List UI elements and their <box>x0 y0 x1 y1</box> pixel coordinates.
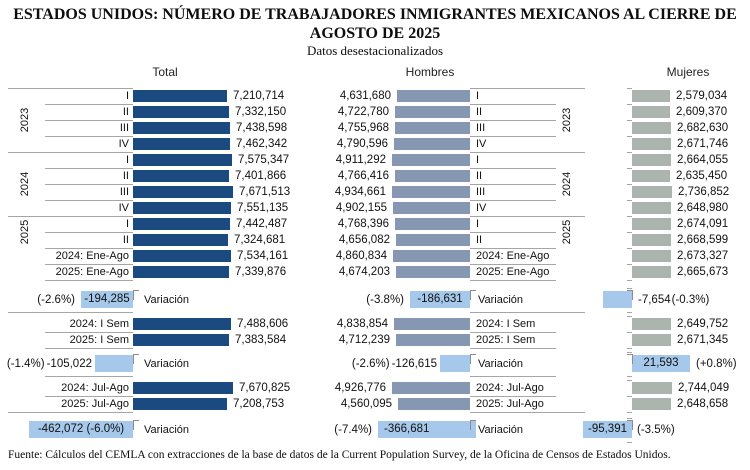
separator-line <box>8 412 133 413</box>
row-label: III <box>119 122 129 134</box>
axis-tick <box>627 418 632 419</box>
panel-header-mujeres: Mujeres <box>666 65 710 79</box>
variation-axis-bracket <box>133 290 139 300</box>
bar-value-label: 4,766,416 <box>337 170 389 182</box>
bar-value-label: 2,682,630 <box>677 122 729 134</box>
row-label: III <box>119 186 129 198</box>
bar-value-label: 4,712,239 <box>338 334 390 346</box>
value-bar <box>133 154 232 166</box>
value-bar <box>632 218 671 230</box>
row-label: 2024: Jul-Ago <box>61 382 129 394</box>
axis-tick <box>627 312 632 313</box>
value-bar <box>133 106 229 118</box>
variation-pct: (-1.4%) <box>6 358 45 370</box>
separator-line <box>470 280 556 281</box>
separator-line <box>470 136 556 137</box>
row-label: 2024: I Sem <box>69 318 129 330</box>
axis-tick <box>627 380 632 381</box>
separator-line <box>470 312 585 313</box>
value-bar <box>632 250 671 262</box>
value-bar <box>395 170 470 182</box>
bar-value-label: 4,790,596 <box>336 138 388 150</box>
bar-value-label: 7,551,135 <box>237 202 289 214</box>
separator-line <box>45 136 133 137</box>
variation-pct: (-2.6%) <box>351 358 390 370</box>
bar-value-label: 2,674,091 <box>677 218 729 230</box>
row-label: II <box>122 170 129 182</box>
bar-value-label: 4,838,854 <box>336 318 388 330</box>
row-label: I <box>476 90 480 102</box>
value-bar <box>632 318 671 330</box>
separator-line <box>470 120 556 121</box>
variation-bar <box>95 355 133 372</box>
separator-line <box>8 312 133 313</box>
variation-label: Variación <box>478 294 524 306</box>
value-bar <box>632 234 671 246</box>
separator-line <box>470 332 556 333</box>
variation-axis-bracket <box>470 354 476 364</box>
bar-value-label: 7,208,753 <box>233 398 285 410</box>
value-bar <box>394 138 470 150</box>
separator-line <box>470 88 585 89</box>
value-bar <box>133 170 229 182</box>
separator-line <box>45 200 133 201</box>
value-bar <box>632 138 671 150</box>
value-bar <box>133 250 231 262</box>
variation-bar: -462,072 (-6.0%) <box>29 421 133 438</box>
row-label: II <box>122 106 129 118</box>
bar-value-label: 7,488,606 <box>237 318 289 330</box>
axis-tick <box>627 88 632 89</box>
bar-value-label: 7,438,598 <box>236 122 288 134</box>
axis-tick <box>627 280 632 281</box>
value-bar <box>632 334 671 346</box>
value-bar <box>396 266 470 278</box>
bar-value-label: 7,383,584 <box>235 334 287 346</box>
value-bar <box>394 318 470 330</box>
bar-value-label: 2,648,658 <box>677 398 729 410</box>
separator-line <box>45 332 133 333</box>
bar-value-label: 4,911,292 <box>335 154 386 166</box>
separator-line <box>45 376 133 377</box>
variation-label: Variación <box>144 294 190 306</box>
separator-line <box>470 200 556 201</box>
value-bar <box>632 202 671 214</box>
bar-value-label: 7,210,714 <box>233 90 285 102</box>
row-label: 2025: Jul-Ago <box>476 398 544 410</box>
separator-line <box>470 184 556 185</box>
chart-title-line2: AGOSTO DE 2025 <box>309 25 441 43</box>
separator-line <box>8 88 133 89</box>
bar-value-label: 4,755,968 <box>337 122 389 134</box>
row-label: II <box>476 234 483 246</box>
value-bar <box>133 398 227 410</box>
value-bar <box>133 234 228 246</box>
value-bar <box>393 250 470 262</box>
row-label: II <box>476 106 483 118</box>
axis-tick <box>627 332 632 333</box>
row-label: 2024: Ene-Ago <box>55 250 129 262</box>
separator-line <box>470 232 556 233</box>
chart-title-line1: ESTADOS UNIDOS: NÚMERO DE TRABAJADORES INMIGRANTES MEXICANOS AL CIERRE DE <box>13 6 737 23</box>
row-label: 2025: I Sem <box>476 334 536 346</box>
bar-value-label: 2,665,673 <box>677 266 729 278</box>
value-bar <box>397 90 470 102</box>
year-label: 2025 <box>19 219 31 245</box>
bar-value-label: 4,934,661 <box>334 186 386 198</box>
variation-bar: -194,285 <box>81 291 133 308</box>
variation-value: -126,615 <box>391 358 437 370</box>
value-bar <box>395 218 470 230</box>
bar-value-label: 4,631,680 <box>339 90 391 102</box>
bar-value-label: 4,860,834 <box>335 250 387 262</box>
row-label: IV <box>118 138 129 150</box>
value-bar <box>392 154 470 166</box>
variation-bar: -95,391 <box>583 421 632 438</box>
row-label: 2025: I Sem <box>69 334 129 346</box>
value-bar <box>393 202 470 214</box>
value-bar <box>632 106 670 118</box>
variation-pct: (+0.8%) <box>696 358 737 370</box>
axis-tick <box>627 352 632 353</box>
panel-hombres <box>318 88 590 444</box>
value-bar <box>133 90 227 102</box>
variation-axis-bracket <box>470 420 476 430</box>
value-bar <box>133 318 231 330</box>
value-bar <box>133 218 230 230</box>
bar-value-label: 2,664,055 <box>677 154 729 166</box>
value-bar <box>133 334 229 346</box>
axis-tick <box>627 232 632 233</box>
variation-value: -105,022 <box>46 358 92 370</box>
separator-line <box>470 168 556 169</box>
variation-label: Variación <box>478 424 524 436</box>
variation-axis-bracket <box>627 420 633 430</box>
axis-tick <box>627 412 632 413</box>
bar-value-label: 7,534,161 <box>237 250 289 262</box>
row-label: 2025: Ene-Ago <box>476 266 550 278</box>
row-label: III <box>476 122 486 134</box>
value-bar <box>133 266 229 278</box>
variation-bar: 21,593 <box>632 355 690 372</box>
bar-value-label: 4,656,082 <box>338 234 390 246</box>
separator-line <box>45 396 133 397</box>
separator-line <box>470 396 556 397</box>
axis-tick <box>627 168 632 169</box>
bar-value-label: 4,902,155 <box>335 202 387 214</box>
row-label: I <box>125 218 129 230</box>
bar-value-label: 2,668,599 <box>677 234 729 246</box>
chart-subtitle: Datos desestacionalizados <box>306 43 444 58</box>
variation-pct: (-3.8%) <box>366 294 404 306</box>
axis-tick <box>627 288 632 289</box>
bar-value-label: 7,339,876 <box>235 266 287 278</box>
variation-axis-bracket <box>627 354 633 364</box>
axis-tick <box>627 264 632 265</box>
variation-pct: (-2.6%) <box>37 294 75 306</box>
row-label: 2024: Jul-Ago <box>476 382 544 394</box>
axis-tick <box>627 120 632 121</box>
value-bar <box>392 382 470 394</box>
value-bar <box>133 382 233 394</box>
year-label: 2024 <box>19 171 31 197</box>
bar-value-label: 2,736,852 <box>678 186 730 198</box>
value-bar <box>632 154 671 166</box>
value-bar <box>398 398 470 410</box>
value-bar <box>133 202 231 214</box>
value-bar <box>632 122 671 134</box>
separator-line <box>45 184 133 185</box>
row-label: II <box>122 234 129 246</box>
variation-axis-bracket <box>470 290 476 300</box>
value-bar <box>395 122 470 134</box>
variation-pct: (-0.3%) <box>671 294 710 306</box>
row-label: I <box>125 90 129 102</box>
axis-tick <box>627 152 632 153</box>
value-bar <box>632 266 671 278</box>
row-label: 2025: Jul-Ago <box>61 398 129 410</box>
row-label: IV <box>476 138 487 150</box>
variation-bar: -366,681 <box>378 421 476 438</box>
separator-line <box>470 376 556 377</box>
axis-tick <box>627 396 632 397</box>
separator-line <box>45 168 133 169</box>
row-label: IV <box>476 202 487 214</box>
bar-value-label: 2,648,980 <box>677 202 729 214</box>
axis-tick <box>627 442 632 443</box>
value-bar <box>632 382 672 394</box>
separator-line <box>470 152 585 153</box>
bar-value-label: 7,324,681 <box>234 234 286 246</box>
axis-tick <box>627 136 632 137</box>
separator-line <box>8 152 133 153</box>
row-label: 2024: I Sem <box>476 318 536 330</box>
variation-text <box>638 288 709 312</box>
bar-value-label: 7,401,866 <box>235 170 287 182</box>
bar-value-label: 2,744,049 <box>678 382 730 394</box>
variation-axis-bracket <box>133 354 139 364</box>
value-bar <box>395 106 470 118</box>
variation-bar <box>440 355 470 372</box>
year-label: 2023 <box>561 107 573 133</box>
separator-line <box>470 104 556 105</box>
value-bar <box>632 90 670 102</box>
axis-tick <box>627 316 632 317</box>
separator-line <box>470 248 556 249</box>
panel-total <box>8 88 308 444</box>
separator-line <box>45 104 133 105</box>
separator-line <box>45 280 133 281</box>
separator-line <box>470 412 585 413</box>
row-label: I <box>125 154 129 166</box>
variation-text <box>318 352 437 376</box>
axis-tick <box>627 376 632 377</box>
row-label: 2025: Ene-Ago <box>55 266 129 278</box>
row-label: I <box>476 154 480 166</box>
variation-text <box>8 352 92 376</box>
separator-line <box>470 264 556 265</box>
value-bar <box>396 234 470 246</box>
bar-value-label: 4,722,780 <box>337 106 389 118</box>
source-footnote: Fuente: Cálculos del CEMLA con extracciones de la base de datos de la Current Population Survey, de la Oficina de Censos de Estados Unidos. <box>8 449 671 461</box>
variation-label: Variación <box>478 358 524 370</box>
value-bar <box>133 186 233 198</box>
value-bar <box>632 170 670 182</box>
axis-tick <box>627 200 632 201</box>
year-label: 2024 <box>561 171 573 197</box>
bar-value-label: 4,768,396 <box>337 218 389 230</box>
bar-value-label: 2,671,345 <box>677 334 729 346</box>
variation-label: Variación <box>144 358 190 370</box>
chart-title <box>10 5 740 43</box>
row-label: II <box>476 170 483 182</box>
value-bar <box>632 398 671 410</box>
year-label: 2023 <box>19 107 31 133</box>
variation-axis-bracket <box>627 290 633 300</box>
value-bar <box>632 186 672 198</box>
variation-value: -7,654 <box>638 294 671 306</box>
year-label: 2025 <box>561 219 573 245</box>
axis-tick <box>627 216 632 217</box>
value-bar <box>133 122 230 134</box>
bar-value-label: 7,442,487 <box>236 218 288 230</box>
bar-value-label: 2,579,034 <box>676 90 728 102</box>
bar-value-label: 7,462,342 <box>236 138 288 150</box>
variation-bar: -186,631 <box>410 291 470 308</box>
bar-value-label: 2,649,752 <box>677 318 729 330</box>
row-label: III <box>476 186 486 198</box>
separator-line <box>45 120 133 121</box>
panel-header-total: Total <box>152 65 178 79</box>
bar-value-label: 2,609,370 <box>676 106 728 118</box>
panel-mujeres <box>587 88 750 444</box>
bar-value-label: 4,560,095 <box>340 398 392 410</box>
bar-value-label: 4,926,776 <box>334 382 386 394</box>
bar-value-label: 7,670,825 <box>239 382 291 394</box>
row-label: 2024: Ene-Ago <box>476 250 550 262</box>
separator-line <box>45 264 133 265</box>
value-bar <box>392 186 470 198</box>
row-label: I <box>476 218 480 230</box>
axis-tick <box>627 348 632 349</box>
value-bar <box>396 334 470 346</box>
separator-line <box>45 232 133 233</box>
variation-pct: (-7.4%) <box>334 424 372 436</box>
bar-value-label: 2,635,450 <box>676 170 728 182</box>
variation-pct: (-3.5%) <box>637 424 675 436</box>
variation-axis-bracket <box>133 420 139 430</box>
axis-tick <box>627 248 632 249</box>
value-bar <box>133 138 230 150</box>
variation-label: Variación <box>144 424 190 436</box>
panel-header-hombres: Hombres <box>405 65 455 79</box>
bar-value-label: 7,671,513 <box>239 186 291 198</box>
bar-value-label: 7,332,150 <box>235 106 287 118</box>
separator-line <box>45 348 133 349</box>
bar-value-label: 2,673,327 <box>677 250 729 262</box>
axis-tick <box>627 184 632 185</box>
row-label: IV <box>118 202 129 214</box>
bar-value-label: 4,674,203 <box>338 266 390 278</box>
separator-line <box>470 348 556 349</box>
axis-tick <box>627 104 632 105</box>
separator-line <box>45 248 133 249</box>
bar-value-label: 2,671,746 <box>677 138 729 150</box>
bar-value-label: 7,575,347 <box>238 154 290 166</box>
